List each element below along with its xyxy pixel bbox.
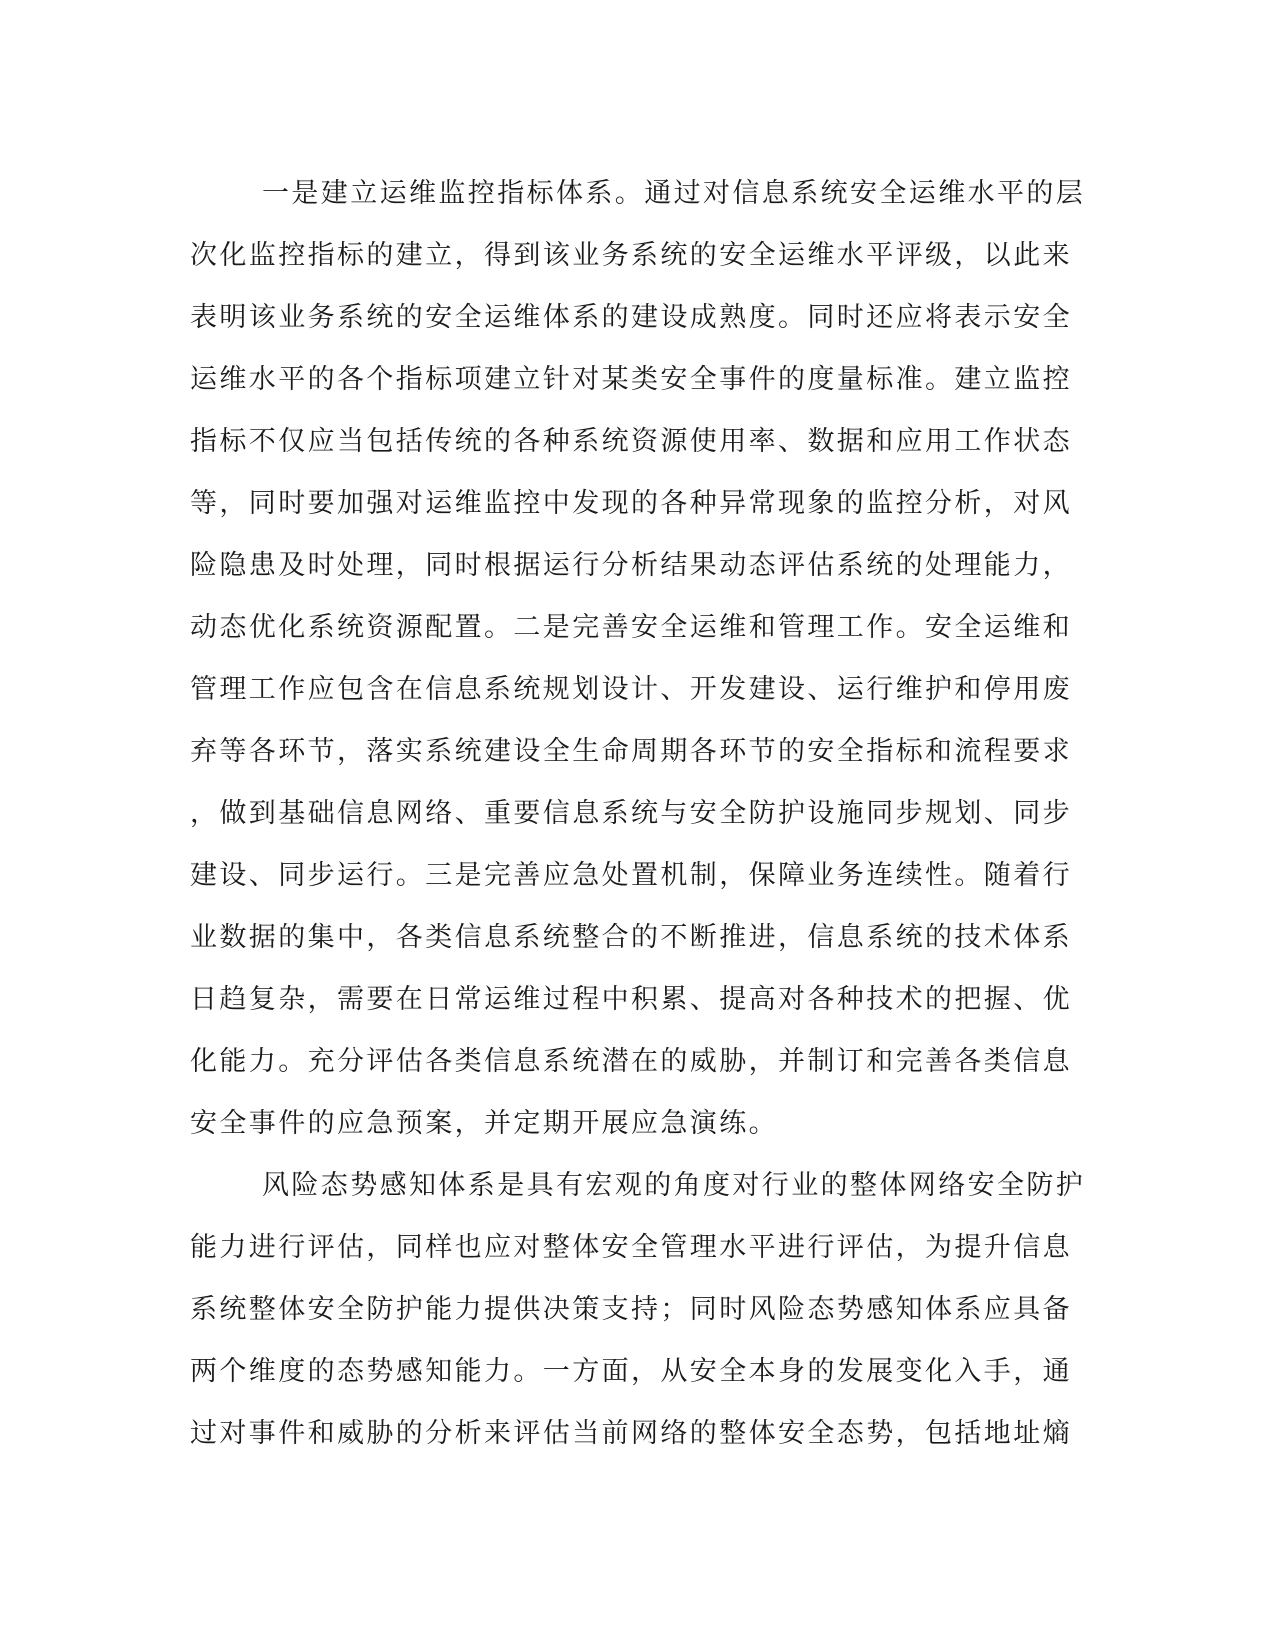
paragraph-line: 化能力。充分评估各类信息系统潜在的威胁，并制订和完善各类信息 bbox=[190, 1046, 1072, 1077]
paragraph-line: ，做到基础信息网络、重要信息系统与安全防护设施同步规划、同步 bbox=[190, 798, 1072, 829]
paragraph-line: 弃等各环节，落实系统建设全生命周期各环节的安全指标和流程要求 bbox=[190, 736, 1072, 767]
paragraph-line: 过对事件和威胁的分析来评估当前网络的整体安全态势，包括地址熵 bbox=[190, 1418, 1072, 1449]
paragraph-line: 日趋复杂，需要在日常运维过程中积累、提高对各种技术的把握、优 bbox=[190, 984, 1072, 1015]
paragraph-line: 系统整体安全防护能力提供决策支持；同时风险态势感知体系应具备 bbox=[190, 1294, 1072, 1325]
paragraph-line: 运维水平的各个指标项建立针对某类安全事件的度量标准。建立监控 bbox=[190, 364, 1072, 395]
paragraph-line: 风险态势感知体系是具有宏观的角度对行业的整体网络安全防护 bbox=[262, 1170, 1086, 1201]
paragraph-line: 险隐患及时处理，同时根据运行分析结果动态评估系统的处理能力， bbox=[190, 550, 1072, 581]
paragraph-line: 等，同时要加强对运维监控中发现的各种异常现象的监控分析，对风 bbox=[190, 488, 1072, 519]
body-text bbox=[190, 163, 1086, 1465]
paragraph-2 bbox=[190, 1155, 1086, 1465]
paragraph-line: 能力进行评估，同样也应对整体安全管理水平进行评估，为提升信息 bbox=[190, 1232, 1072, 1263]
paragraph-line: 次化监控指标的建立，得到该业务系统的安全运维水平评级，以此来 bbox=[190, 240, 1072, 271]
paragraph-line: 业数据的集中，各类信息系统整合的不断推进，信息系统的技术体系 bbox=[190, 922, 1072, 953]
paragraph-line: 指标不仅应当包括传统的各种系统资源使用率、数据和应用工作状态 bbox=[190, 426, 1072, 457]
paragraph-line: 安全事件的应急预案，并定期开展应急演练。 bbox=[190, 1108, 778, 1139]
paragraph-line: 一是建立运维监控指标体系。通过对信息系统安全运维水平的层 bbox=[262, 178, 1086, 209]
paragraph-line: 动态优化系统资源配置。二是完善安全运维和管理工作。安全运维和 bbox=[190, 612, 1072, 643]
paragraph-line: 表明该业务系统的安全运维体系的建设成熟度。同时还应将表示安全 bbox=[190, 302, 1072, 333]
paragraph-line: 两个维度的态势感知能力。一方面，从安全本身的发展变化入手，通 bbox=[190, 1356, 1072, 1387]
paragraph-line: 建设、同步运行。三是完善应急处置机制，保障业务连续性。随着行 bbox=[190, 860, 1072, 891]
paragraph-line: 管理工作应包含在信息系统规划设计、开发建设、运行维护和停用废 bbox=[190, 674, 1072, 705]
paragraph-1 bbox=[190, 163, 1086, 1155]
